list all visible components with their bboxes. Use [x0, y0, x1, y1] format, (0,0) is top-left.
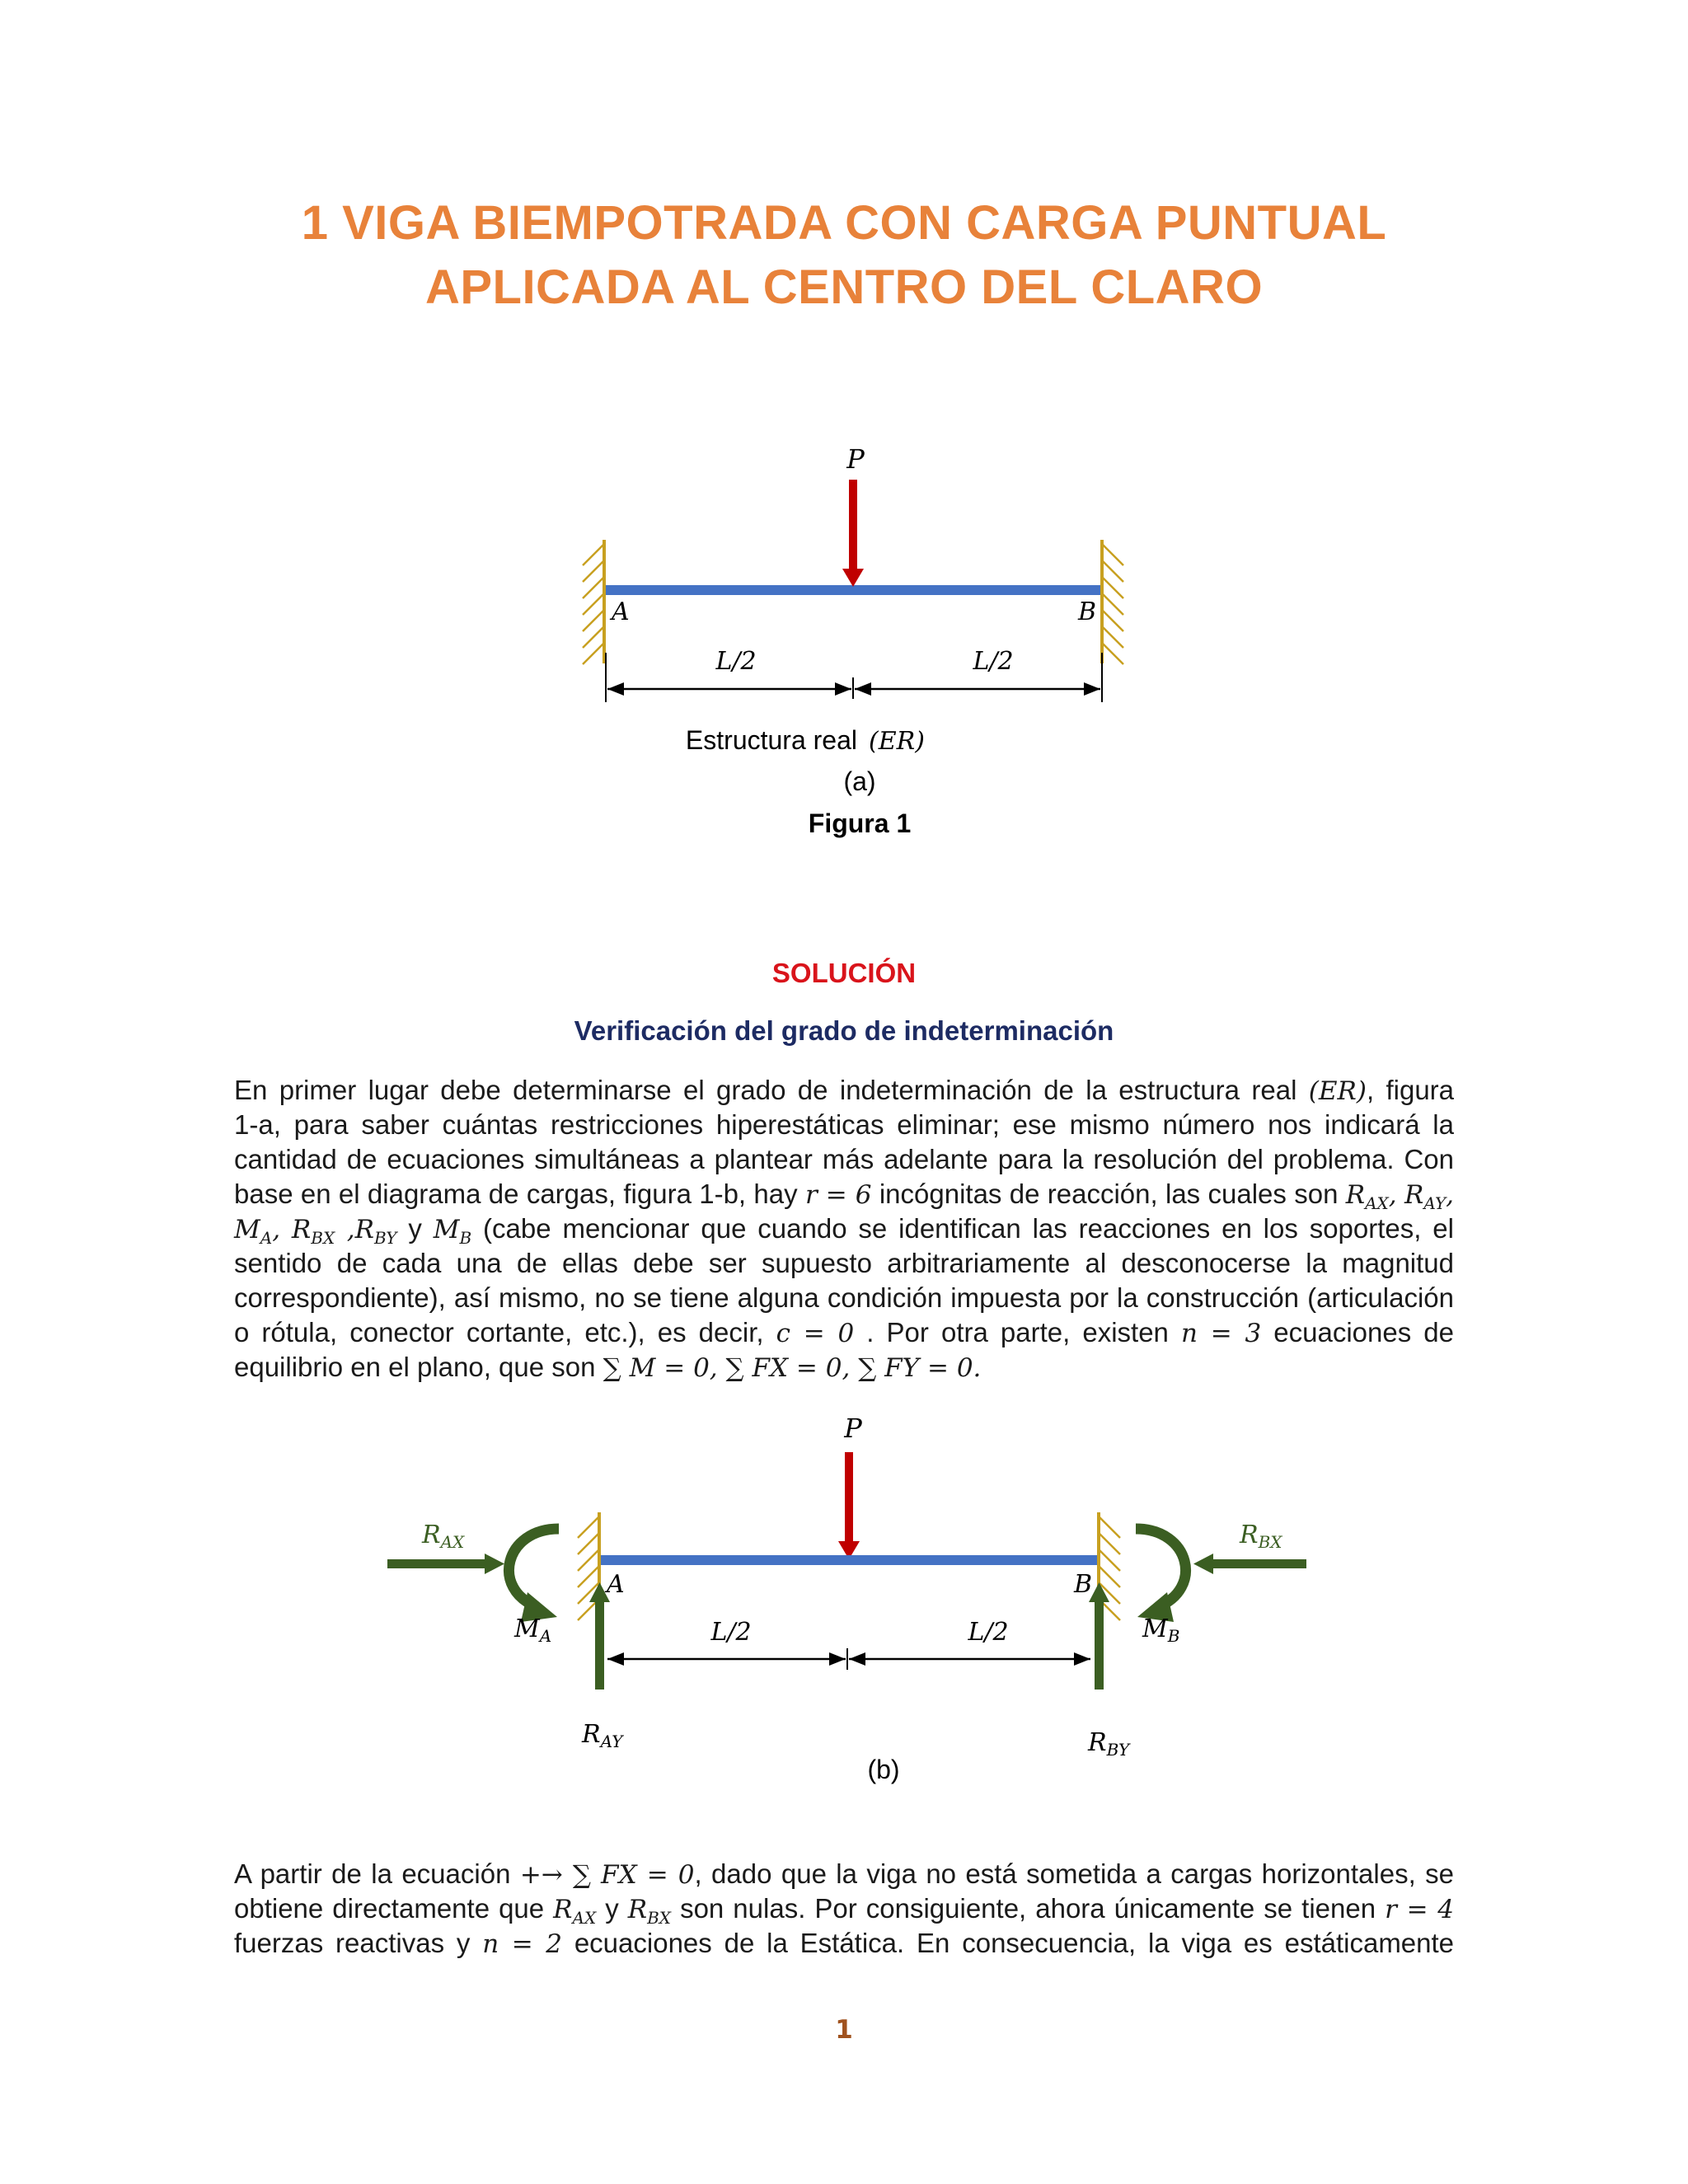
dimension-label-left: L/2: [710, 1618, 752, 1647]
figure-caption-text: Estructura real: [685, 725, 857, 755]
support-label-a: A: [612, 598, 630, 626]
figure-b: [0, 1409, 1688, 1797]
figure-sub-label: (b): [867, 1755, 900, 1784]
dimension-line: [606, 653, 1102, 702]
moment-b-arrow: [1136, 1529, 1186, 1622]
figure-label: Figura 1: [808, 808, 912, 838]
reaction-by-arrow: [1089, 1582, 1109, 1690]
figure-sub-label: (a): [843, 766, 876, 796]
dimension-label-left: L/2: [715, 647, 757, 676]
load-label: P: [846, 443, 865, 475]
load-label: P: [844, 1413, 862, 1444]
page-title-line-2: APLICADA AL CENTRO DEL CLARO: [424, 260, 1264, 314]
paragraph-horizontal-reactions: A partir de la ecuación +→ ∑ FX = 0, dado que la viga no está sometida a cargas horizontales, se obtiene directamente que $R_{AX}$ y $R_{BX}$ son nulas. Por consiguiente, ahora únicamente se tienen r = 4 fuerzas reactivas y n = 2 ecuaciones de la Estática. En consecuencia, la viga es estáticamente: [234, 1858, 1455, 1959]
reaction-ay-label: $R_{AY}$: [582, 1720, 623, 1751]
reaction-ax-arrow: [387, 1554, 504, 1574]
moment-b-label: $M_B$: [1142, 1615, 1180, 1646]
support-label-a: A: [607, 1570, 625, 1599]
support-label-b: B: [1078, 598, 1097, 626]
load-arrow: [838, 1452, 860, 1559]
solution-heading: SOLUCIÓN: [771, 958, 917, 988]
beam: [601, 1555, 1097, 1565]
fixed-support-right: [1102, 540, 1123, 664]
reaction-bx-arrow: [1193, 1554, 1306, 1574]
dimension-label-right: L/2: [973, 647, 1014, 676]
fixed-support-left: [583, 540, 604, 664]
figure-caption-math: (ER): [869, 727, 925, 756]
moment-a-arrow: [509, 1529, 559, 1622]
dimension-line: [607, 1648, 1090, 1670]
figure-a: [0, 437, 1688, 849]
support-label-b: B: [1074, 1570, 1093, 1599]
reaction-bx-label: $R_{BX}$: [1240, 1521, 1282, 1552]
load-arrow: [842, 480, 864, 587]
reaction-ay-arrow: [589, 1582, 610, 1690]
page-title-line-1: 1 VIGA BIEMPOTRADA CON CARGA PUNTUAL: [301, 196, 1387, 250]
reaction-ax-label: $R_{AX}$: [422, 1521, 465, 1552]
page-number: 1: [835, 2015, 853, 2045]
reaction-by-label: $R_{BY}$: [1088, 1728, 1130, 1760]
moment-a-label: $M_A$: [514, 1615, 552, 1646]
section-subheading: Verificación del grado de indeterminación: [574, 1015, 1114, 1046]
dimension-label-right: L/2: [968, 1618, 1009, 1647]
paragraph-indeterminacy: En primer lugar debe determinarse el grado de indeterminación de la estructura real (ER), figura 1-a, para saber cuántas restricciones hiperestáticas eliminar; ese mismo número nos indicará la cantidad de ecuaciones simultáneas a plantear más adelante para la resolución del problema. Con base en el diagrama de cargas, figura 1-b, hay r = 6 incógnitas de reacción, las cuales son $R_{AX}$, $R_{AY}$, $M_A$, $R_{BX}$ $,R_{BY}$ y $M_B$ (cabe mencionar que cuando se identifican las reacciones en los soportes, el sentido de cada una de ellas debe ser supuesto arbitrariamente al desconocerse la magnitud correspondiente), así mismo, no se tiene alguna condición impuesta por la construcción (articulación o rótula, conector cortante, etc.), es decir, c = 0 . Por otra parte, existen n = 3 ecuaciones de equilibrio en el plano, que son ∑ M = 0, ∑ FX = 0, ∑ FY = 0.: [234, 1075, 1455, 1383]
